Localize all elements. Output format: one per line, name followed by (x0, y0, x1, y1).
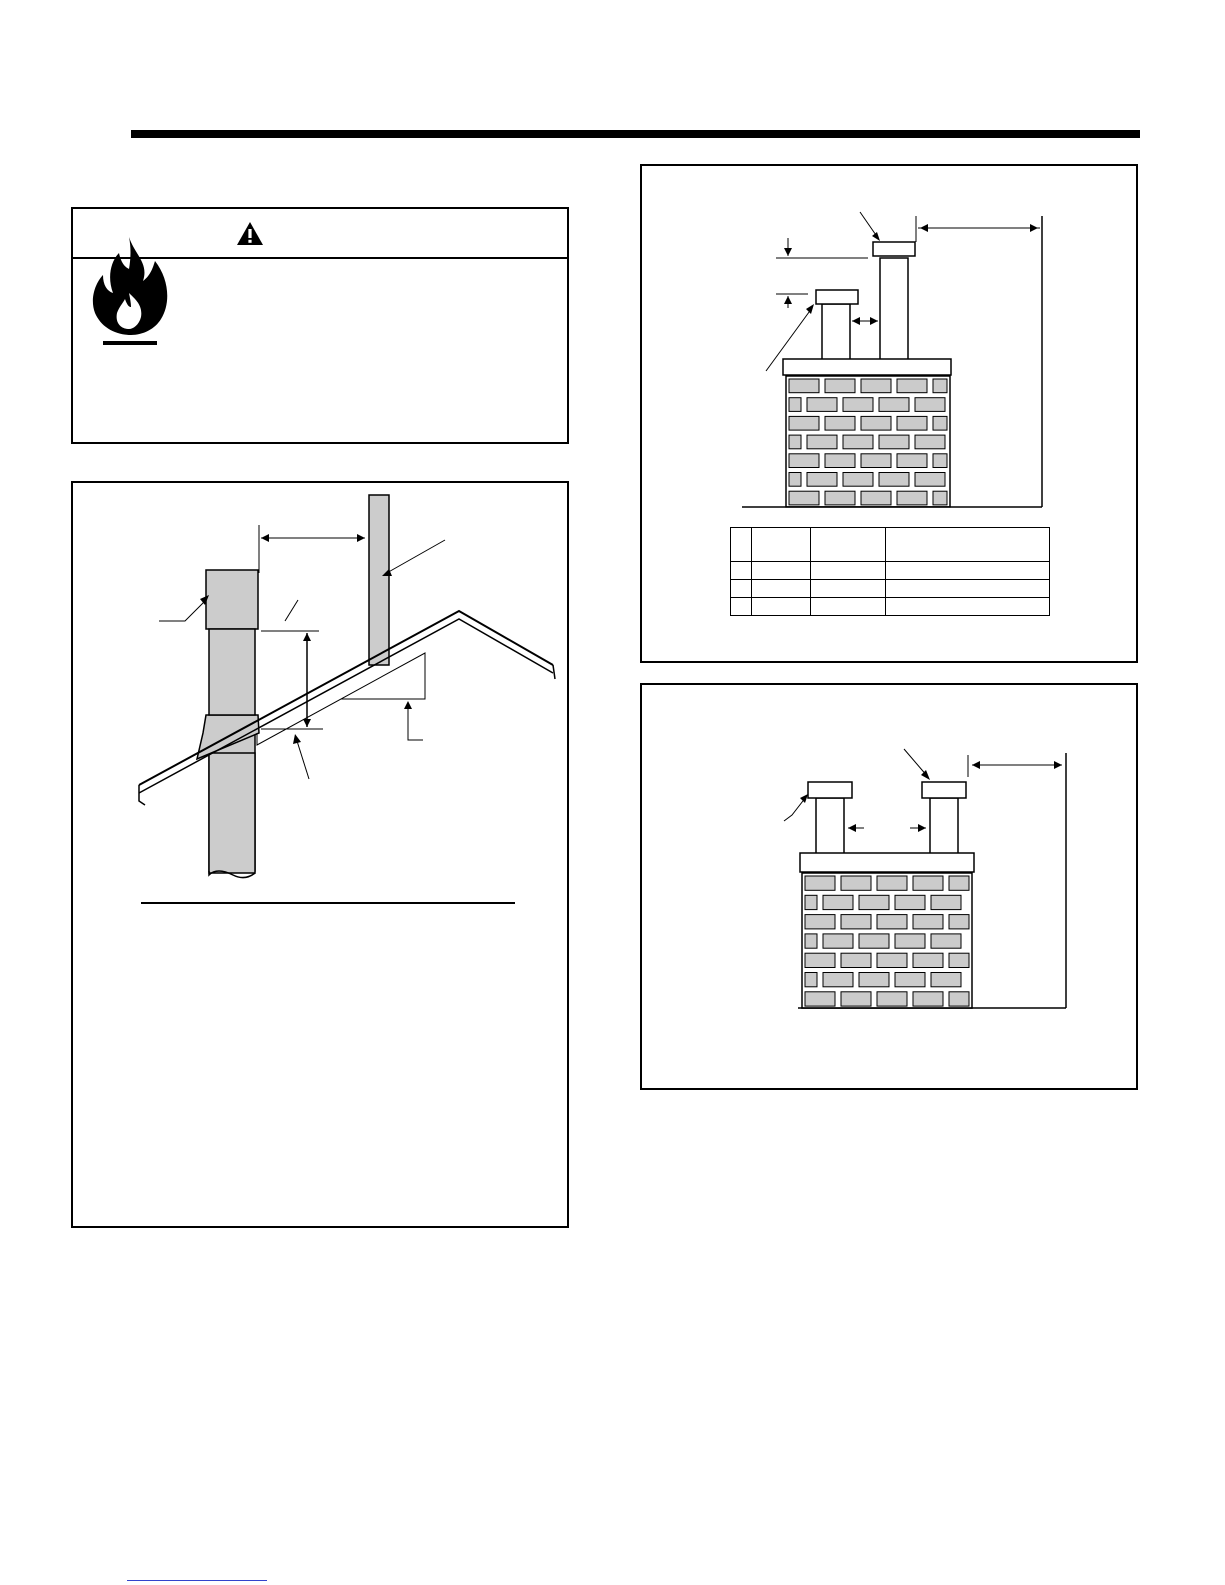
brick (877, 915, 907, 929)
brick (789, 379, 819, 393)
brick (931, 973, 961, 987)
brick (861, 491, 891, 505)
table-header-row (731, 528, 1050, 562)
table-row (731, 562, 1050, 580)
brick (933, 454, 947, 468)
brick (949, 992, 969, 1006)
brick (841, 876, 871, 890)
brick (933, 491, 947, 505)
brick (931, 934, 961, 948)
brick (895, 895, 925, 909)
brick-wall (802, 873, 972, 1008)
brick (895, 973, 925, 987)
brick (823, 934, 853, 948)
roof-edge-line (139, 619, 553, 793)
brick (897, 416, 927, 430)
brick (825, 491, 855, 505)
vent-pipe-lower (209, 753, 255, 873)
brick (823, 895, 853, 909)
brick (825, 454, 855, 468)
brick (915, 473, 945, 487)
brick (843, 473, 873, 487)
short-vent-pipe (822, 304, 850, 360)
brick (861, 379, 891, 393)
brick (859, 934, 889, 948)
warning-triangle-icon (236, 221, 264, 247)
header-rule (131, 130, 1140, 138)
brick (789, 491, 819, 505)
brick (877, 992, 907, 1006)
warning-box (71, 207, 569, 444)
brick (861, 416, 891, 430)
table-row (731, 598, 1050, 616)
adjacent-chimney (369, 495, 389, 665)
brick (933, 416, 947, 430)
brick (931, 895, 961, 909)
masonry-chimney-b-diagram (642, 685, 1136, 1088)
brick (841, 992, 871, 1006)
brick (879, 435, 909, 449)
brick-wall (786, 376, 950, 507)
brick (805, 992, 835, 1006)
roof-termination-diagram (73, 483, 567, 1226)
brick (807, 435, 837, 449)
brick (805, 876, 835, 890)
footer-link-underline (127, 1580, 267, 1581)
vent-cap (206, 570, 258, 629)
brick (825, 416, 855, 430)
left-vent-pipe (816, 798, 844, 854)
brick (805, 895, 817, 909)
table-row (731, 580, 1050, 598)
brick (789, 454, 819, 468)
brick (879, 398, 909, 412)
brick (807, 398, 837, 412)
brick (897, 379, 927, 393)
brick (897, 491, 927, 505)
brick (859, 973, 889, 987)
brick (913, 953, 943, 967)
tall-vent-pipe (880, 258, 908, 360)
left-vent-cap (808, 782, 852, 798)
brick (897, 454, 927, 468)
brick (843, 435, 873, 449)
chimney-crown (800, 853, 974, 872)
brick (949, 915, 969, 929)
brick (805, 934, 817, 948)
brick (841, 953, 871, 967)
brick (895, 934, 925, 948)
right-vent-pipe (930, 798, 958, 854)
short-vent-cap (816, 290, 858, 304)
fire-icon (89, 233, 173, 353)
brick (805, 953, 835, 967)
brick (805, 973, 817, 987)
chimney-crown (783, 359, 951, 375)
tall-vent-cap (873, 242, 915, 256)
brick (877, 876, 907, 890)
brick (877, 953, 907, 967)
brick (789, 416, 819, 430)
brick (913, 915, 943, 929)
figure-masonry-chimney-b (640, 683, 1138, 1090)
brick (843, 398, 873, 412)
brick (859, 895, 889, 909)
brick (949, 953, 969, 967)
brick (807, 473, 837, 487)
brick (805, 915, 835, 929)
figure-masonry-chimney-a (640, 164, 1138, 663)
brick (789, 398, 801, 412)
brick (861, 454, 891, 468)
clearance-table (730, 527, 1050, 616)
brick (789, 473, 801, 487)
brick (841, 915, 871, 929)
brick (913, 992, 943, 1006)
brick (933, 379, 947, 393)
brick (879, 473, 909, 487)
brick (915, 398, 945, 412)
brick (915, 435, 945, 449)
figure-roof-termination (71, 481, 569, 1228)
brick (949, 876, 969, 890)
brick (913, 876, 943, 890)
brick (825, 379, 855, 393)
right-vent-cap (922, 782, 966, 798)
brick (789, 435, 801, 449)
brick (823, 973, 853, 987)
vent-pipe-upper (209, 629, 255, 715)
